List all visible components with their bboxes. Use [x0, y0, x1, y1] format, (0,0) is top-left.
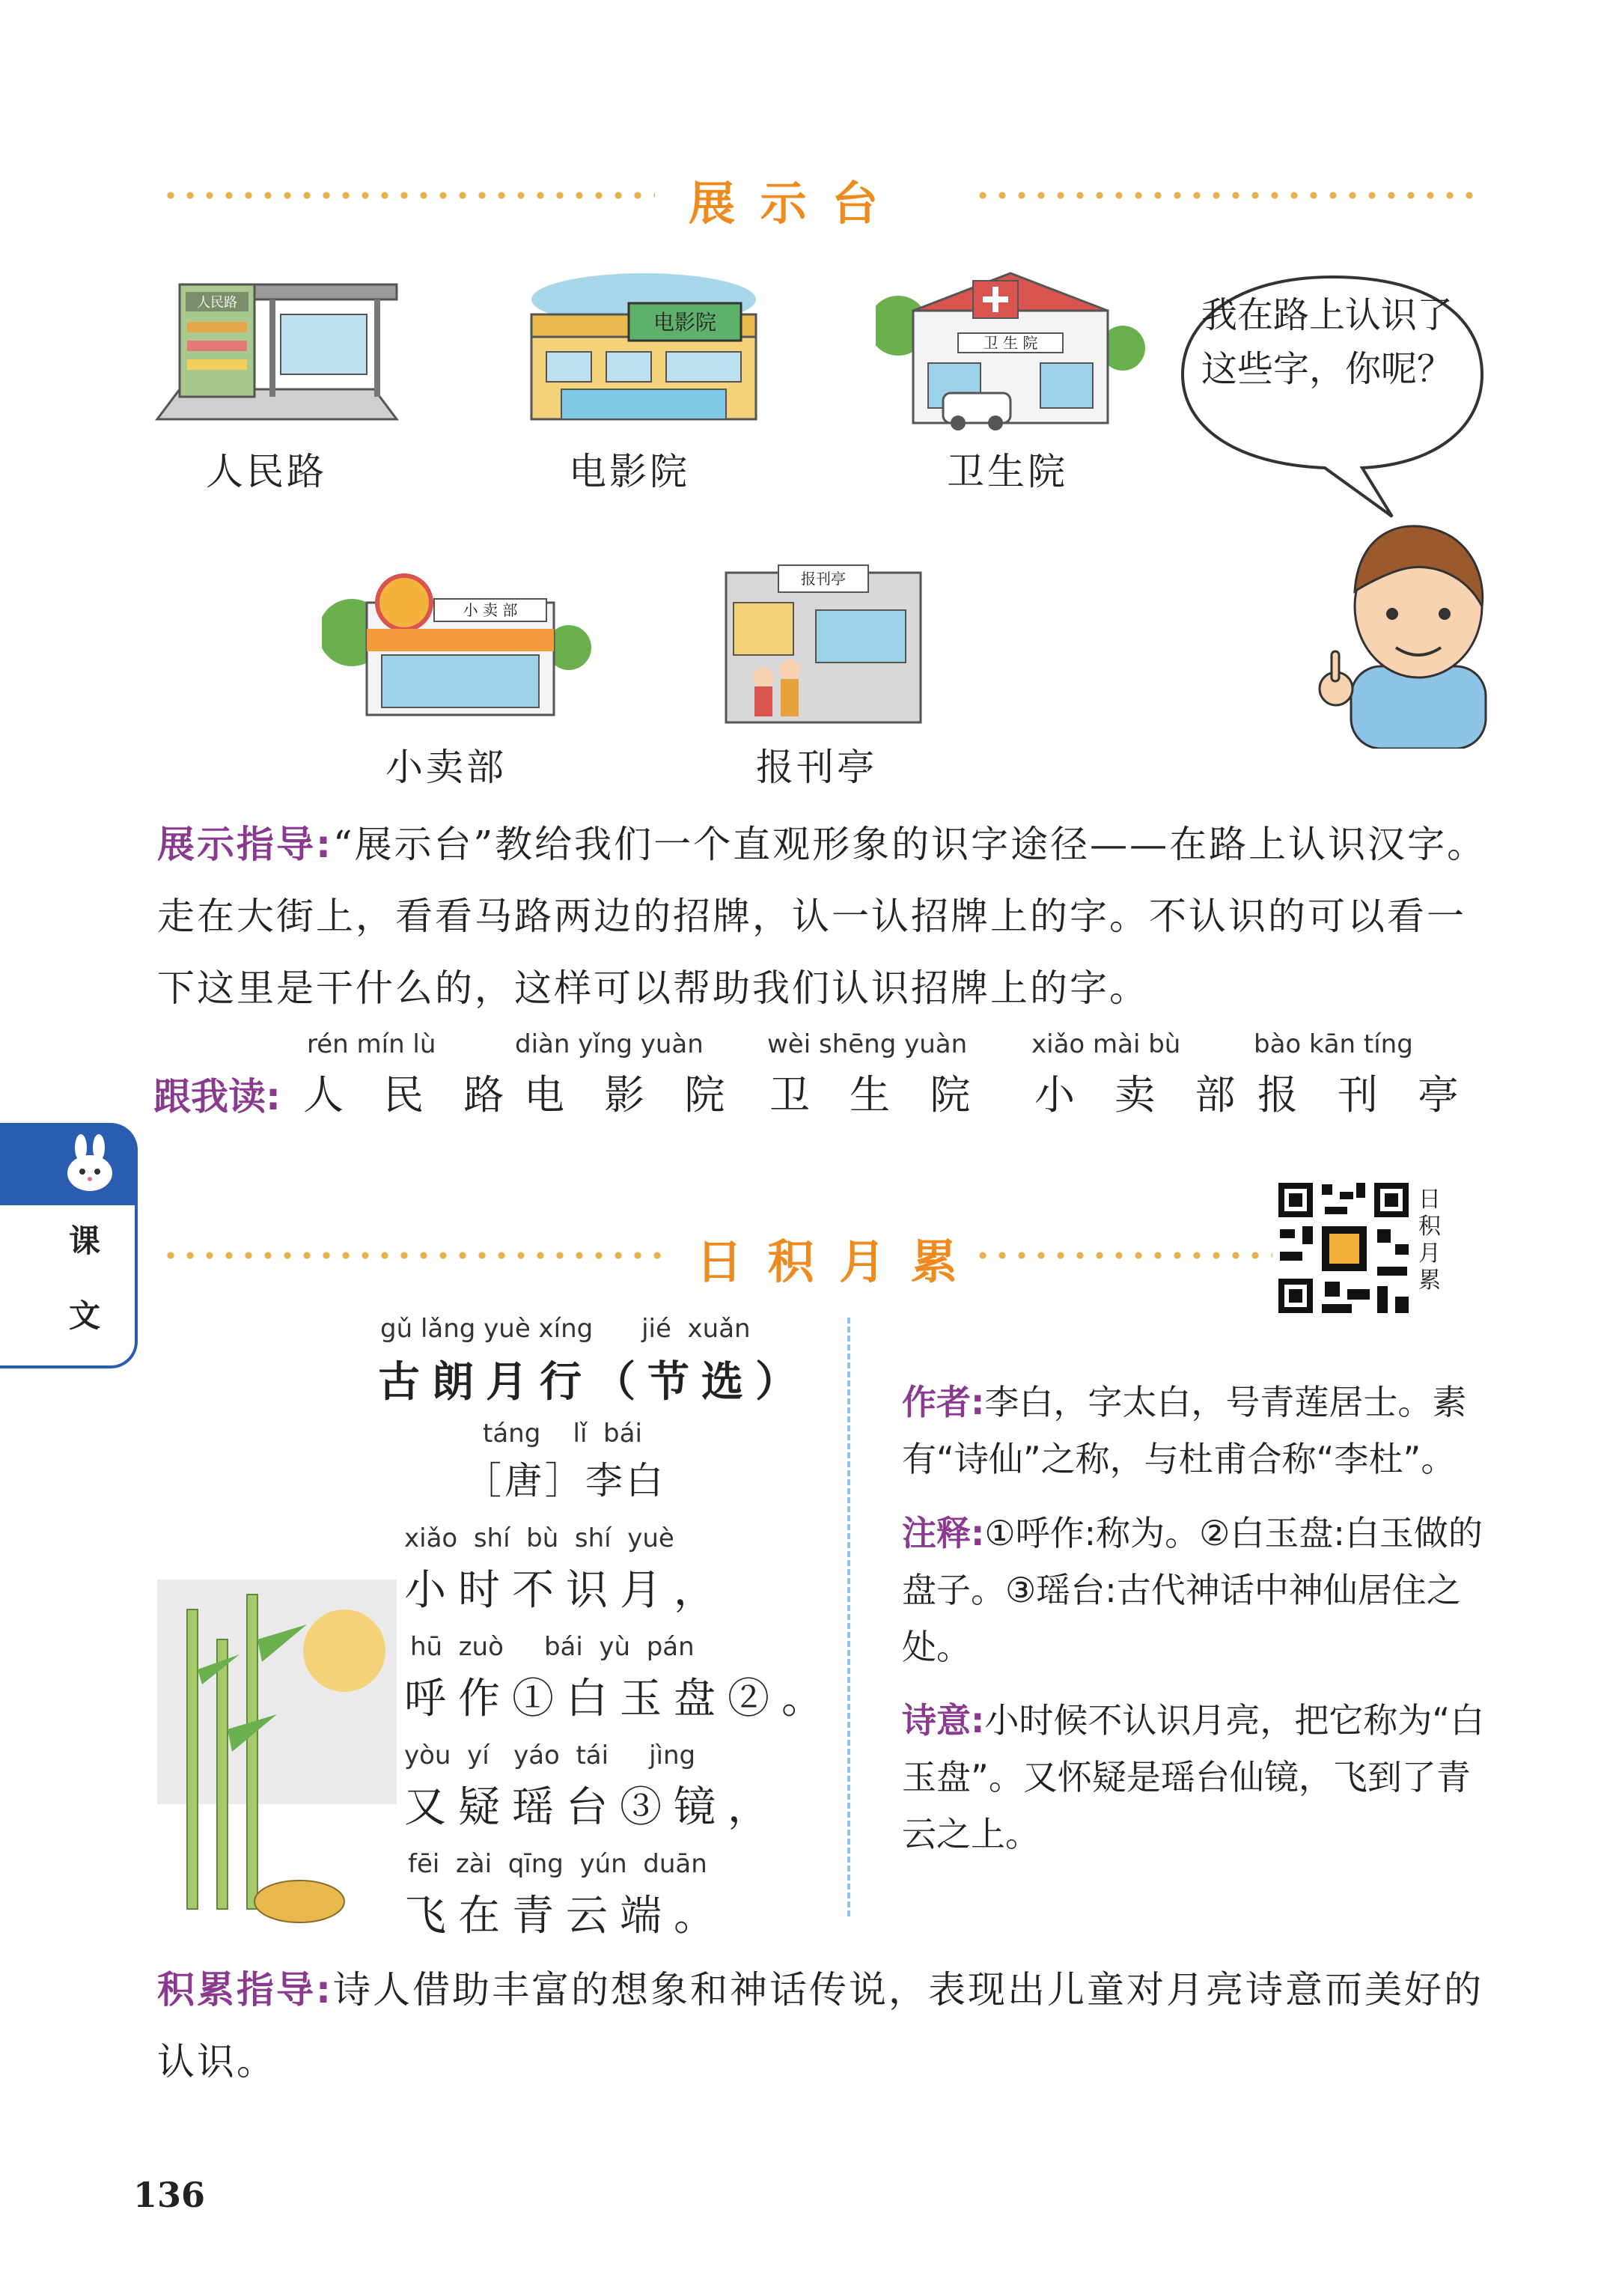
page-number: 136: [133, 2175, 206, 2215]
meaning-info-text: 小时候不认识月亮，把它称为“白玉盘”。又怀疑是瑶台仙镜，飞到了青云之上。: [902, 1700, 1485, 1854]
section-title-showcase: 展 示 台: [689, 176, 883, 231]
poem-line-1: 小时不识月，: [404, 1566, 728, 1615]
bamboo-moon-illustration: [157, 1580, 412, 1924]
place-label-renminlu: 人民路: [206, 450, 327, 493]
poem-author-pinyin: táng lǐ bái: [483, 1419, 642, 1449]
poem-line-1-pinyin: xiǎo shí bù shí yuè: [404, 1523, 674, 1553]
read-along-label: 跟我读:: [153, 1075, 281, 1118]
poem-line-4-pinyin: fēi zài qīng yún duān: [408, 1849, 707, 1879]
newsstand-sign: 报刊亭: [801, 570, 846, 588]
clinic-sign: 卫 生 院: [983, 334, 1038, 352]
poem-author: ［唐］李白: [464, 1459, 666, 1502]
notes-info-text: ①呼作:称为。②白玉盘:白玉做的盘子。③瑶台:古代神话中神仙居住之处。: [902, 1513, 1483, 1667]
showcase-guide: [157, 809, 1504, 1024]
boy-character-illustration: [1306, 509, 1501, 749]
read-hanzi-5: 报 刊 亭: [1257, 1071, 1472, 1118]
poem-line-3: 又疑瑶台③镜，: [404, 1783, 781, 1832]
read-pinyin-4: xiǎo mài bù: [1031, 1029, 1181, 1059]
bus-stop-sign: 人民路: [197, 295, 237, 311]
accumulate-guide-label: 积累指导:: [157, 1968, 333, 2012]
read-pinyin-5: bào kān tíng: [1254, 1029, 1413, 1059]
title-dots-right-2: [973, 1252, 1272, 1259]
read-hanzi-4: 小 卖 部: [1034, 1071, 1249, 1118]
read-hanzi-3: 卫 生 院: [769, 1071, 984, 1118]
place-label-xiaomaibu: 小卖部: [385, 746, 507, 789]
place-label-baokanting: 报刊亭: [756, 746, 877, 789]
poem-line-4: 飞在青云端。: [404, 1892, 728, 1940]
bunny-icon: [60, 1134, 120, 1194]
poem-line-2-pinyin: hū zuò bái yù pán: [410, 1632, 695, 1662]
author-info-label: 作者:: [902, 1382, 985, 1422]
poem-divider: [847, 1318, 850, 1916]
qr-code[interactable]: [1272, 1177, 1415, 1319]
notes-info-label: 注释:: [902, 1513, 985, 1553]
poem-title-pinyin: gǔ lǎng yuè xíng jié xuǎn: [380, 1314, 751, 1344]
notes-info: [902, 1505, 1501, 1675]
title-dots-right: [973, 192, 1482, 199]
showcase-guide-label: 展示指导:: [157, 823, 333, 866]
cinema-sign: 电影院: [653, 310, 717, 335]
read-hanzi-1: 人 民 路: [303, 1071, 518, 1118]
side-tab-char-1: 课: [69, 1222, 101, 1259]
speech-bubble-text: 我在路上认识了这些字，你呢？: [1201, 294, 1454, 390]
side-tab-char-2: 文: [69, 1297, 101, 1334]
author-info-text: 李白，字太白，号青莲居士。素有“诗仙”之称，与杜甫合称“李杜”。: [902, 1382, 1467, 1479]
showcase-guide-text: “展示台”教给我们一个直观形象的识字途径——在路上认识汉字。走在大街上，看看马路两边的招牌，认一认招牌上的字。不认识的可以看一下这里是干什么的，这样可以帮助我们认识招牌上的字。: [157, 823, 1487, 1010]
qr-label: 日积月累: [1418, 1187, 1441, 1294]
author-info: [902, 1374, 1501, 1487]
place-label-dianyingyuan: 电影院: [569, 450, 690, 493]
title-dots-left: [161, 192, 655, 199]
cinema-illustration: [516, 270, 771, 427]
shop-illustration: [322, 558, 591, 722]
clinic-illustration: [876, 266, 1145, 430]
read-pinyin-1: rén mín lù: [307, 1029, 436, 1059]
title-dots-left-2: [161, 1252, 670, 1259]
read-pinyin-3: wèi shēng yuàn: [767, 1029, 968, 1059]
section-title-accumulate: 日 积 月 累: [696, 1234, 962, 1289]
poem-line-3-pinyin: yòu yí yáo tái jìng: [404, 1741, 696, 1770]
accumulate-guide-text: 诗人借助丰富的想象和神话传说，表现出儿童对月亮诗意而美好的认识。: [157, 1968, 1483, 2083]
read-hanzi-2: 电 影 院: [524, 1071, 739, 1118]
place-label-weishengyuan: 卫生院: [947, 450, 1068, 493]
shop-sign: 小 卖 部: [463, 601, 518, 619]
poem-title: 古朗月行（节选）: [378, 1357, 809, 1407]
accumulate-guide: [157, 1954, 1504, 2098]
poem-line-2: 呼作①白玉盘②。: [404, 1675, 835, 1723]
bus-stop-illustration: [150, 270, 404, 434]
meaning-info-label: 诗意:: [902, 1700, 985, 1741]
read-pinyin-2: diàn yǐng yuàn: [515, 1029, 704, 1059]
newsstand-illustration: [719, 558, 928, 730]
meaning-info: [902, 1692, 1501, 1863]
